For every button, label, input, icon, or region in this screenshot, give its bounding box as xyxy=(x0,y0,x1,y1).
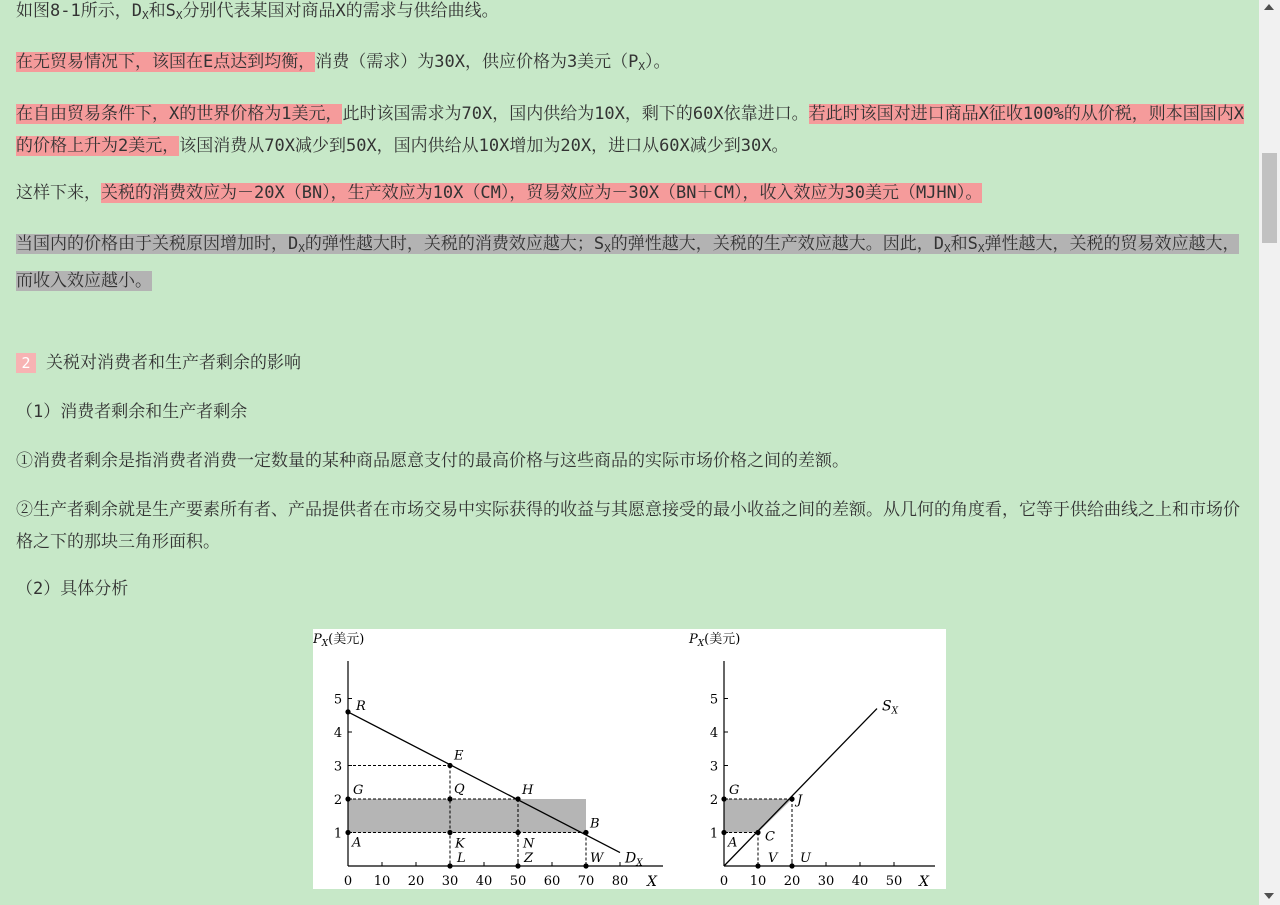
text: 该国消费从70X减少到50X，国内供给从10X增加为20X，进口从60X减少到30X。 xyxy=(179,136,789,156)
y-tick-label: 5 xyxy=(333,692,343,708)
y-axis-label: $P_X$(美元) xyxy=(313,632,365,649)
text: 和S xyxy=(148,1,176,21)
text: 这样下来， xyxy=(16,183,101,203)
point-label: Q xyxy=(454,782,465,797)
point-label: L xyxy=(457,851,466,866)
point-W xyxy=(583,863,588,868)
text: 消费（需求）为30X，供应价格为3美元（P xyxy=(315,52,639,72)
y-tick-label: 1 xyxy=(333,826,343,842)
text: 当国内的价格由于关税原因增加时，D xyxy=(16,234,299,254)
scroll-up-icon[interactable] xyxy=(1264,4,1274,10)
subscript: X xyxy=(175,9,183,22)
point-label: R xyxy=(356,698,366,714)
x-tick-label: 50 xyxy=(885,874,903,889)
x-tick-label: 40 xyxy=(851,874,869,889)
point-V xyxy=(755,863,760,868)
x-tick-label: 70 xyxy=(577,874,595,889)
subscript: X xyxy=(298,242,305,255)
para-effects xyxy=(16,177,982,209)
x-axis-label: X xyxy=(919,874,929,889)
point-label: Z xyxy=(524,851,534,866)
point-label: H xyxy=(522,783,534,798)
x-tick-label: 80 xyxy=(611,874,629,889)
y-tick-label: 4 xyxy=(709,726,719,741)
point-label: U xyxy=(800,851,811,866)
y-tick-label: 4 xyxy=(333,726,343,741)
point-label: K xyxy=(455,836,465,852)
point-label: B xyxy=(590,816,600,832)
x-tick-label: 0 xyxy=(343,874,353,889)
point-label: E xyxy=(454,748,464,764)
point-U xyxy=(789,863,794,868)
tariff-diagram xyxy=(313,629,946,889)
x-tick-label: 30 xyxy=(441,874,459,889)
scroll-thumb[interactable] xyxy=(1262,153,1277,243)
shaded-area xyxy=(348,799,586,833)
text: 的弹性越大时，关税的消费效应越大；S xyxy=(304,234,605,254)
para-definition xyxy=(16,0,499,32)
point-label: V xyxy=(768,851,778,866)
x-tick-label: 0 xyxy=(719,874,729,889)
highlight: 关税的消费效应为－20X（BN），生产效应为10X（CM），贸易效应为－30X（BN＋CM），收入效应为30美元（MJHN）。 xyxy=(101,183,983,203)
curve-label: $S_X$ xyxy=(882,698,899,717)
point-label: G xyxy=(353,783,364,798)
y-axis-label: $P_X$(美元) xyxy=(689,632,741,649)
curve-line xyxy=(724,709,877,866)
point-label: G xyxy=(729,783,740,798)
point-R xyxy=(345,709,350,714)
point-K xyxy=(447,830,452,835)
curve-label: $D_X$ xyxy=(625,850,643,869)
point-Q xyxy=(447,796,452,801)
para-free-trade xyxy=(16,98,1251,162)
x-tick-label: 40 xyxy=(475,874,493,889)
figure-8-1 xyxy=(313,629,946,889)
subscript: X xyxy=(604,242,611,255)
x-tick-label: 10 xyxy=(373,874,391,889)
y-tick-label: 3 xyxy=(333,759,343,775)
subscript: X xyxy=(977,242,985,255)
point-H xyxy=(515,796,520,801)
highlight: 在无贸易情况下，该国在E点达到均衡， xyxy=(16,52,316,72)
highlight-gray xyxy=(16,234,1239,291)
y-tick-label: 2 xyxy=(333,793,343,808)
point-C xyxy=(755,830,760,835)
section-heading xyxy=(16,347,301,379)
y-tick-label: 1 xyxy=(709,826,719,842)
section-number-badge: 2 xyxy=(16,353,36,373)
scroll-down-icon[interactable] xyxy=(1264,893,1274,899)
point-A xyxy=(345,830,350,835)
y-tick-label: 3 xyxy=(709,759,719,775)
point-Z xyxy=(515,863,520,868)
text: 和S xyxy=(950,234,978,254)
y-tick-label: 5 xyxy=(709,692,719,708)
subheading-surplus: （1）消费者剩余和生产者剩余 xyxy=(16,402,248,422)
scrollbar[interactable] xyxy=(1259,0,1280,905)
point-G xyxy=(345,796,350,801)
para-consumer-surplus: ①消费者剩余是指消费者消费一定数量的某种商品愿意支付的最高价格与这些商品的实际市场价格之间的差额。 xyxy=(16,451,849,471)
point-A xyxy=(721,830,726,835)
subscript: X xyxy=(638,60,646,73)
point-B xyxy=(583,830,588,835)
point-label: A xyxy=(728,835,738,851)
text: 的弹性越大，关税的生产效应越大。因此，D xyxy=(610,234,944,254)
shaded-area xyxy=(724,799,792,833)
subscript: X xyxy=(943,242,951,255)
text: 分别代表某国对商品X的需求与供给曲线。 xyxy=(182,1,499,21)
text: 如图8-1所示，D xyxy=(16,1,142,21)
para-no-trade xyxy=(16,46,671,83)
para-producer-surplus: ②生产者剩余就是生产要素所有者、产品提供者在市场交易中实际获得的收益与其愿意接受的最小收益之间的差额。从几何的角度看，它等于供给曲线之上和市场价格之下的那块三角形面积。 xyxy=(16,500,1240,552)
point-label: J xyxy=(797,793,803,808)
subheading-analysis: （2）具体分析 xyxy=(16,579,129,599)
section-title: 关税对消费者和生产者剩余的影响 xyxy=(46,353,301,373)
point-E xyxy=(447,763,452,768)
x-tick-label: 20 xyxy=(407,874,425,889)
subscript: X xyxy=(141,9,149,22)
x-tick-label: 60 xyxy=(543,874,561,889)
highlight: 若此时该国对进口商品X征收100%的从价税，则本国国内X的价格上升为2美元， xyxy=(16,104,1245,156)
x-tick-label: 50 xyxy=(509,874,527,889)
x-tick-label: 20 xyxy=(783,874,801,889)
point-label: W xyxy=(590,851,604,866)
point-J xyxy=(789,796,794,801)
x-tick-label: 10 xyxy=(749,874,767,889)
point-label: N xyxy=(523,836,535,852)
y-tick-label: 2 xyxy=(709,793,719,808)
x-axis-label: X xyxy=(647,874,657,889)
text: 弹性越大，关税的贸易效应越大，而收入效应越小。 xyxy=(16,234,1240,291)
point-G xyxy=(721,796,726,801)
text: 此时该国需求为70X，国内供给为10X，剩下的60X依靠进口。 xyxy=(342,104,809,124)
highlight: 在自由贸易条件下，X的世界价格为1美元， xyxy=(16,104,343,124)
point-label: A xyxy=(352,835,362,851)
point-N xyxy=(515,830,520,835)
point-label: C xyxy=(765,829,775,845)
para-elasticity xyxy=(16,228,1248,297)
x-tick-label: 30 xyxy=(817,874,835,889)
point-L xyxy=(447,863,452,868)
text: ）。 xyxy=(645,52,671,72)
